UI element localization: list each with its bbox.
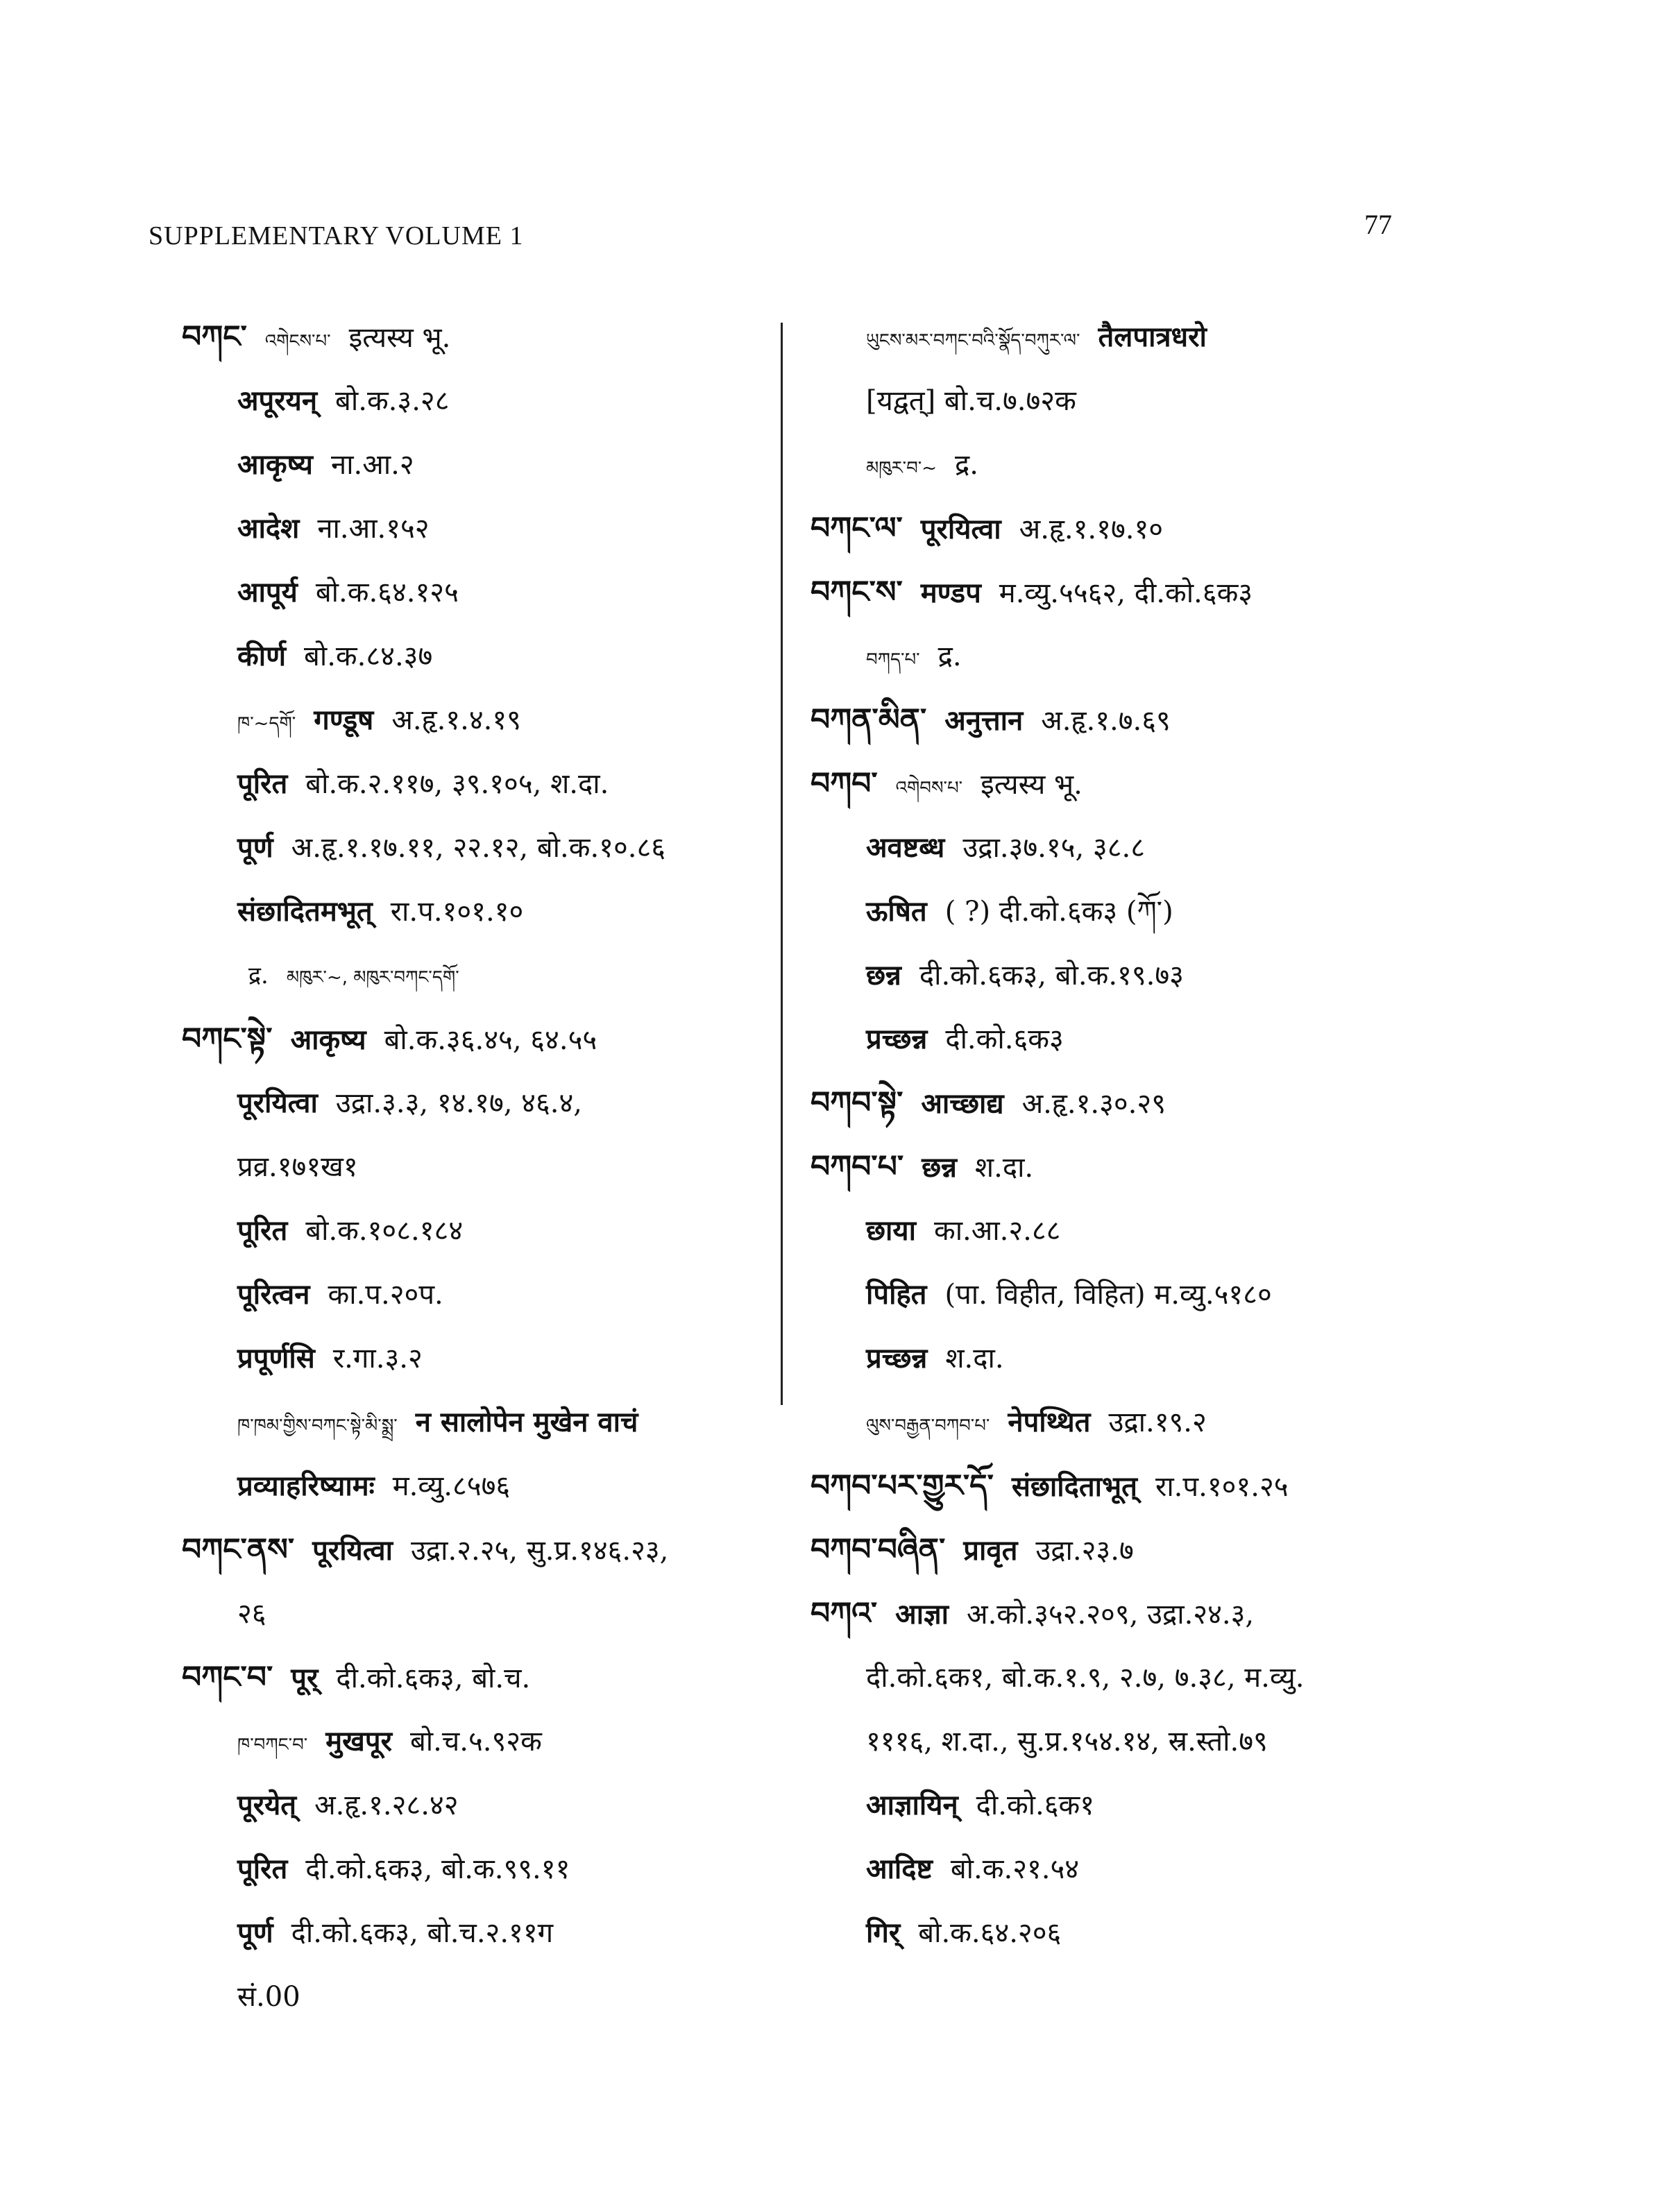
source-reference: (पा. विहीत, विहित) म.व्यु.५१८० (944, 1279, 1272, 1311)
source-reference: बो.च.५.९२क (409, 1726, 542, 1758)
entry-line (182, 433, 792, 497)
entry-line (182, 1773, 792, 1837)
source-reference: सं.00 (237, 1981, 300, 2013)
entry-line (811, 1263, 1504, 1327)
sanskrit-equivalent: संछादितमभूत् (237, 895, 373, 928)
sanskrit-equivalent: आकृष्य (237, 448, 313, 481)
entry-line (811, 1390, 1504, 1454)
running-header: SUPPLEMENTARY VOLUME 1 (149, 221, 524, 250)
source-reference: का.प.२०प. (328, 1279, 443, 1311)
tibetan-phrase: ལུས་བརྒྱན་བཀབ་པ་ (866, 1415, 990, 1436)
entry-line (182, 1582, 792, 1646)
entry-line (811, 1901, 1504, 1965)
entry-headword-line (811, 1454, 1504, 1518)
sanskrit-equivalent: पूरित (237, 1853, 288, 1885)
tibetan-headword: བཀབ་པར་གྱུར་དོ་ (811, 1468, 994, 1504)
source-reference: दी.को.६क३ (945, 1023, 1064, 1055)
entry-headword-line (182, 305, 792, 369)
entry-line (811, 816, 1504, 880)
entry-line (182, 1454, 792, 1518)
sanskrit-equivalent: पूरयेत् (237, 1789, 297, 1821)
tibetan-phrase: འགེངས་པ་ (264, 331, 331, 352)
sanskrit-equivalent: प्रपूर्णसि (237, 1342, 315, 1375)
sanskrit-equivalent: गिर् (866, 1916, 901, 1949)
source-reference: उद्रा.३७.१५, ३८.८ (962, 832, 1146, 864)
tibetan-headword: བཀའ་ (811, 1596, 878, 1631)
sanskrit-equivalent: छाया (866, 1214, 916, 1247)
source-reference: २६ (237, 1598, 266, 1630)
entry-line (811, 1646, 1504, 1710)
source-reference: द्र. (937, 640, 962, 672)
entry-headword-line (811, 561, 1504, 624)
sanskrit-equivalent: आज्ञा (895, 1598, 949, 1631)
entry-headword-line (811, 1135, 1504, 1199)
entry-line (182, 752, 792, 816)
source-reference: उद्रा.३.३, १४.१७, ४६.४, (335, 1087, 582, 1119)
source-reference: ( ?) दी.को.६क३ (ཀོ་) (944, 896, 1173, 928)
entry-headword-line (811, 688, 1504, 752)
entry-line (811, 1710, 1504, 1773)
sanskrit-equivalent: प्रच्छन्न (866, 1023, 928, 1055)
entry-headword-line (811, 1518, 1504, 1582)
source-reference: अ.हृ.१.४.१९ (391, 704, 521, 736)
entry-line (182, 1710, 792, 1773)
source-reference: [यद्वत्] बो.च.७.७२क (866, 385, 1076, 417)
tibetan-headword: བཀབ་སྟེ་ (811, 1085, 903, 1121)
source-reference: बो.क.३६.४५, ६४.५५ (384, 1024, 597, 1056)
grammatical-note: इत्यस्य भू. (348, 322, 451, 354)
source-reference: म.व्यु.८५७६ (392, 1470, 511, 1502)
source-reference: बो.क.१०८.१८४ (305, 1215, 464, 1247)
sanskrit-equivalent: पूरयित्वा (237, 1087, 318, 1119)
tibetan-phrase: ཁ་ཁམ་གྱིས་བཀང་སྟེ་མི་སྨྲ་ (237, 1415, 398, 1436)
source-reference: ना.आ.१५२ (317, 513, 430, 545)
source-reference: दी.को.६क१, बो.क.१.९, २.७, ७.३८, म.व्यु. (866, 1662, 1305, 1694)
entry-line (811, 1773, 1504, 1837)
left-column (182, 305, 792, 2029)
source-reference: अ.हृ.१.१७.१० (1019, 513, 1164, 545)
entry-line (182, 1263, 792, 1327)
source-reference: अ.हृ.१.१७.११, २२.१२, बो.क.१०.८६ (291, 832, 666, 864)
entry-line (182, 497, 792, 561)
tibetan-phrase: མཁུར་~, མཁུར་བཀང་དགོ་ (286, 967, 459, 988)
sanskrit-equivalent: मुखपूर (325, 1725, 392, 1758)
source-reference: उद्रा.१९.२ (1108, 1406, 1207, 1438)
entry-line (182, 1327, 792, 1390)
entry-headword-line (811, 1582, 1504, 1646)
source-reference: बो.क.६४.२०६ (918, 1917, 1062, 1949)
source-reference: बो.क.२.११७, ३९.१०५, श.दा. (305, 768, 609, 800)
tibetan-headword: བཀན་མིན་ (811, 702, 927, 738)
sanskrit-equivalent: छन्न (866, 959, 901, 992)
source-reference: बो.क.३.२८ (335, 385, 450, 417)
source-reference: ना.आ.२ (331, 449, 414, 481)
entry-line (811, 624, 1504, 688)
sanskrit-equivalent: संछादिताभूत् (1011, 1470, 1137, 1503)
source-reference: दी.को.६क३, बो.च. (336, 1662, 531, 1694)
entry-headword-line (182, 1646, 792, 1710)
entry-line (811, 1007, 1504, 1071)
cross-reference-marker: द्र. (248, 962, 269, 989)
entry-line (182, 1199, 792, 1263)
source-reference: द्र. (955, 449, 978, 481)
tibetan-headword: བཀང་ལ་ (811, 511, 903, 546)
source-reference: अ.हृ.१.७.६९ (1041, 705, 1171, 737)
tibetan-headword: བཀབ་ (811, 766, 878, 801)
tibetan-phrase: ཁ་བཀང་བ་ (237, 1735, 308, 1755)
tibetan-headword: བཀང་ (182, 319, 247, 355)
sanskrit-equivalent: पूरित (237, 767, 288, 800)
source-reference: उद्रा.२३.७ (1035, 1535, 1134, 1567)
source-reference: श.दा. (945, 1343, 1004, 1375)
tibetan-phrase: འགེབས་པ་ (895, 778, 963, 799)
tibetan-headword: བཀབ་བཞིན་ (811, 1532, 946, 1567)
sanskrit-equivalent: प्रावृत (963, 1534, 1018, 1567)
source-reference: दी.को.६क३, बो.क.१९.७३ (919, 960, 1184, 992)
source-reference: दी.को.६क३, बो.क.९९.११ (305, 1853, 570, 1885)
sanskrit-equivalent: पूरित (237, 1214, 288, 1247)
sanskrit-equivalent: पूर्ण (237, 831, 273, 864)
right-column (811, 305, 1504, 1965)
entry-line (811, 944, 1504, 1007)
entry-line (182, 1071, 792, 1135)
grammatical-note: इत्यस्य भू. (981, 769, 1083, 801)
source-reference: र.गा.३.२ (332, 1343, 423, 1375)
sanskrit-equivalent: आकृष्य (290, 1023, 366, 1056)
sanskrit-equivalent: पूरयित्वा (920, 513, 1001, 545)
entry-line (182, 369, 792, 433)
sanskrit-equivalent: पूरित्वन (237, 1278, 310, 1311)
source-reference: १११६, श.दा., सु.प्र.१५४.१४, स्र.स्तो.७९ (866, 1726, 1268, 1758)
sanskrit-equivalent: ऊषित (866, 895, 927, 928)
sanskrit-equivalent: आपूर्य (237, 576, 298, 609)
entry-line (182, 1837, 792, 1901)
source-reference: श.दा. (974, 1152, 1034, 1184)
entry-headword-line (811, 497, 1504, 561)
sanskrit-equivalent: मण्डप (920, 577, 981, 609)
source-reference: उद्रा.२.२५, सु.प्र.१४६.२३, (410, 1535, 669, 1567)
entry-line (182, 816, 792, 880)
entry-line (811, 1199, 1504, 1263)
sanskrit-equivalent: छन्न (922, 1151, 957, 1184)
tibetan-headword: བཀབ་པ་ (811, 1149, 904, 1184)
source-reference: दी.को.६क१ (976, 1789, 1095, 1821)
sanskrit-equivalent: प्रव्याहरिष्यामः (237, 1470, 375, 1502)
source-reference: अ.को.३५२.२०९, उद्रा.२४.३, (967, 1599, 1255, 1631)
source-reference: अ.हृ.१.२८.४२ (314, 1789, 459, 1821)
sanskrit-equivalent: पूर् (291, 1662, 319, 1694)
tibetan-phrase: མཁུར་བ་~ (866, 458, 937, 479)
sanskrit-equivalent: आदेश (237, 512, 300, 545)
sanskrit-equivalent: पिहित (866, 1278, 927, 1311)
tibetan-phrase: ཡུངས་མར་བཀང་བའི་སྣོད་བཀུར་ལ་ (866, 330, 1080, 351)
sanskrit-equivalent: नेपथ्थित (1008, 1406, 1091, 1438)
source-reference: रा.प.१०१.१० (390, 896, 524, 928)
sanskrit-equivalent: आज्ञायिन् (866, 1789, 958, 1821)
source-reference: म.व्यु.५५६२, दी.को.६क३ (999, 577, 1253, 609)
source-reference: रा.प.१०१.२५ (1155, 1471, 1289, 1503)
entry-headword-line (811, 752, 1504, 816)
tibetan-headword: བཀང་ནས་ (182, 1532, 295, 1567)
sanskrit-equivalent: अवष्टब्ध (866, 831, 945, 864)
column-divider (781, 323, 783, 1405)
sanskrit-equivalent: न सालोपेन मुखेन वाचं (415, 1406, 638, 1438)
entry-line (182, 1901, 792, 1965)
entry-line (811, 305, 1504, 369)
tibetan-phrase: ཁ་~དགོ་ (237, 713, 296, 734)
entry-line (182, 1135, 792, 1199)
tibetan-headword: བཀང་སྟེ་ (182, 1021, 273, 1057)
sanskrit-equivalent: पूर्ण (237, 1916, 273, 1949)
source-reference: बो.क.८४.३७ (304, 640, 433, 672)
tibetan-headword: བཀང་བ་ (182, 1660, 273, 1695)
tibetan-headword: བཀང་ས་ (811, 575, 903, 610)
sanskrit-equivalent: गण्डूष (314, 704, 374, 736)
tibetan-phrase: བཀད་པ་ (866, 649, 920, 670)
source-reference: दी.को.६क३, बो.च.२.११ग (291, 1917, 554, 1949)
sanskrit-equivalent: तैलपात्रधरो (1098, 321, 1207, 353)
sanskrit-equivalent: पूरयित्वा (312, 1534, 393, 1567)
entry-headword-line (182, 1518, 792, 1582)
entry-line (182, 624, 792, 688)
source-reference: अ.हृ.१.३०.२९ (1021, 1088, 1166, 1120)
entry-headword-line (811, 1071, 1504, 1135)
entry-line (811, 1837, 1504, 1901)
entry-line (182, 880, 792, 944)
entry-headword-line (182, 1007, 792, 1071)
source-reference: बो.क.६४.१२५ (315, 577, 459, 609)
sanskrit-equivalent: आच्छाद्य (921, 1087, 1004, 1120)
sanskrit-equivalent: आदिष्ट (866, 1853, 933, 1885)
entry-line (182, 1390, 792, 1454)
page-number: 77 (1364, 209, 1392, 240)
entry-line (182, 561, 792, 624)
entry-line (182, 688, 792, 752)
entry-line (811, 433, 1504, 497)
source-reference: का.आ.२.८८ (933, 1215, 1061, 1247)
entry-line (811, 1327, 1504, 1390)
source-reference: प्रव्र.१७१ख१ (237, 1151, 358, 1183)
entry-line (182, 944, 792, 1007)
sanskrit-equivalent: प्रच्छन्न (866, 1342, 928, 1375)
sanskrit-equivalent: कीर्ण (237, 640, 286, 672)
sanskrit-equivalent: अनुत्तान (944, 704, 1024, 737)
entry-line (811, 880, 1504, 944)
entry-line (182, 1965, 792, 2029)
entry-line (811, 369, 1504, 433)
sanskrit-equivalent: अपूरयन् (237, 384, 318, 417)
source-reference: बो.क.२१.५४ (950, 1853, 1080, 1885)
